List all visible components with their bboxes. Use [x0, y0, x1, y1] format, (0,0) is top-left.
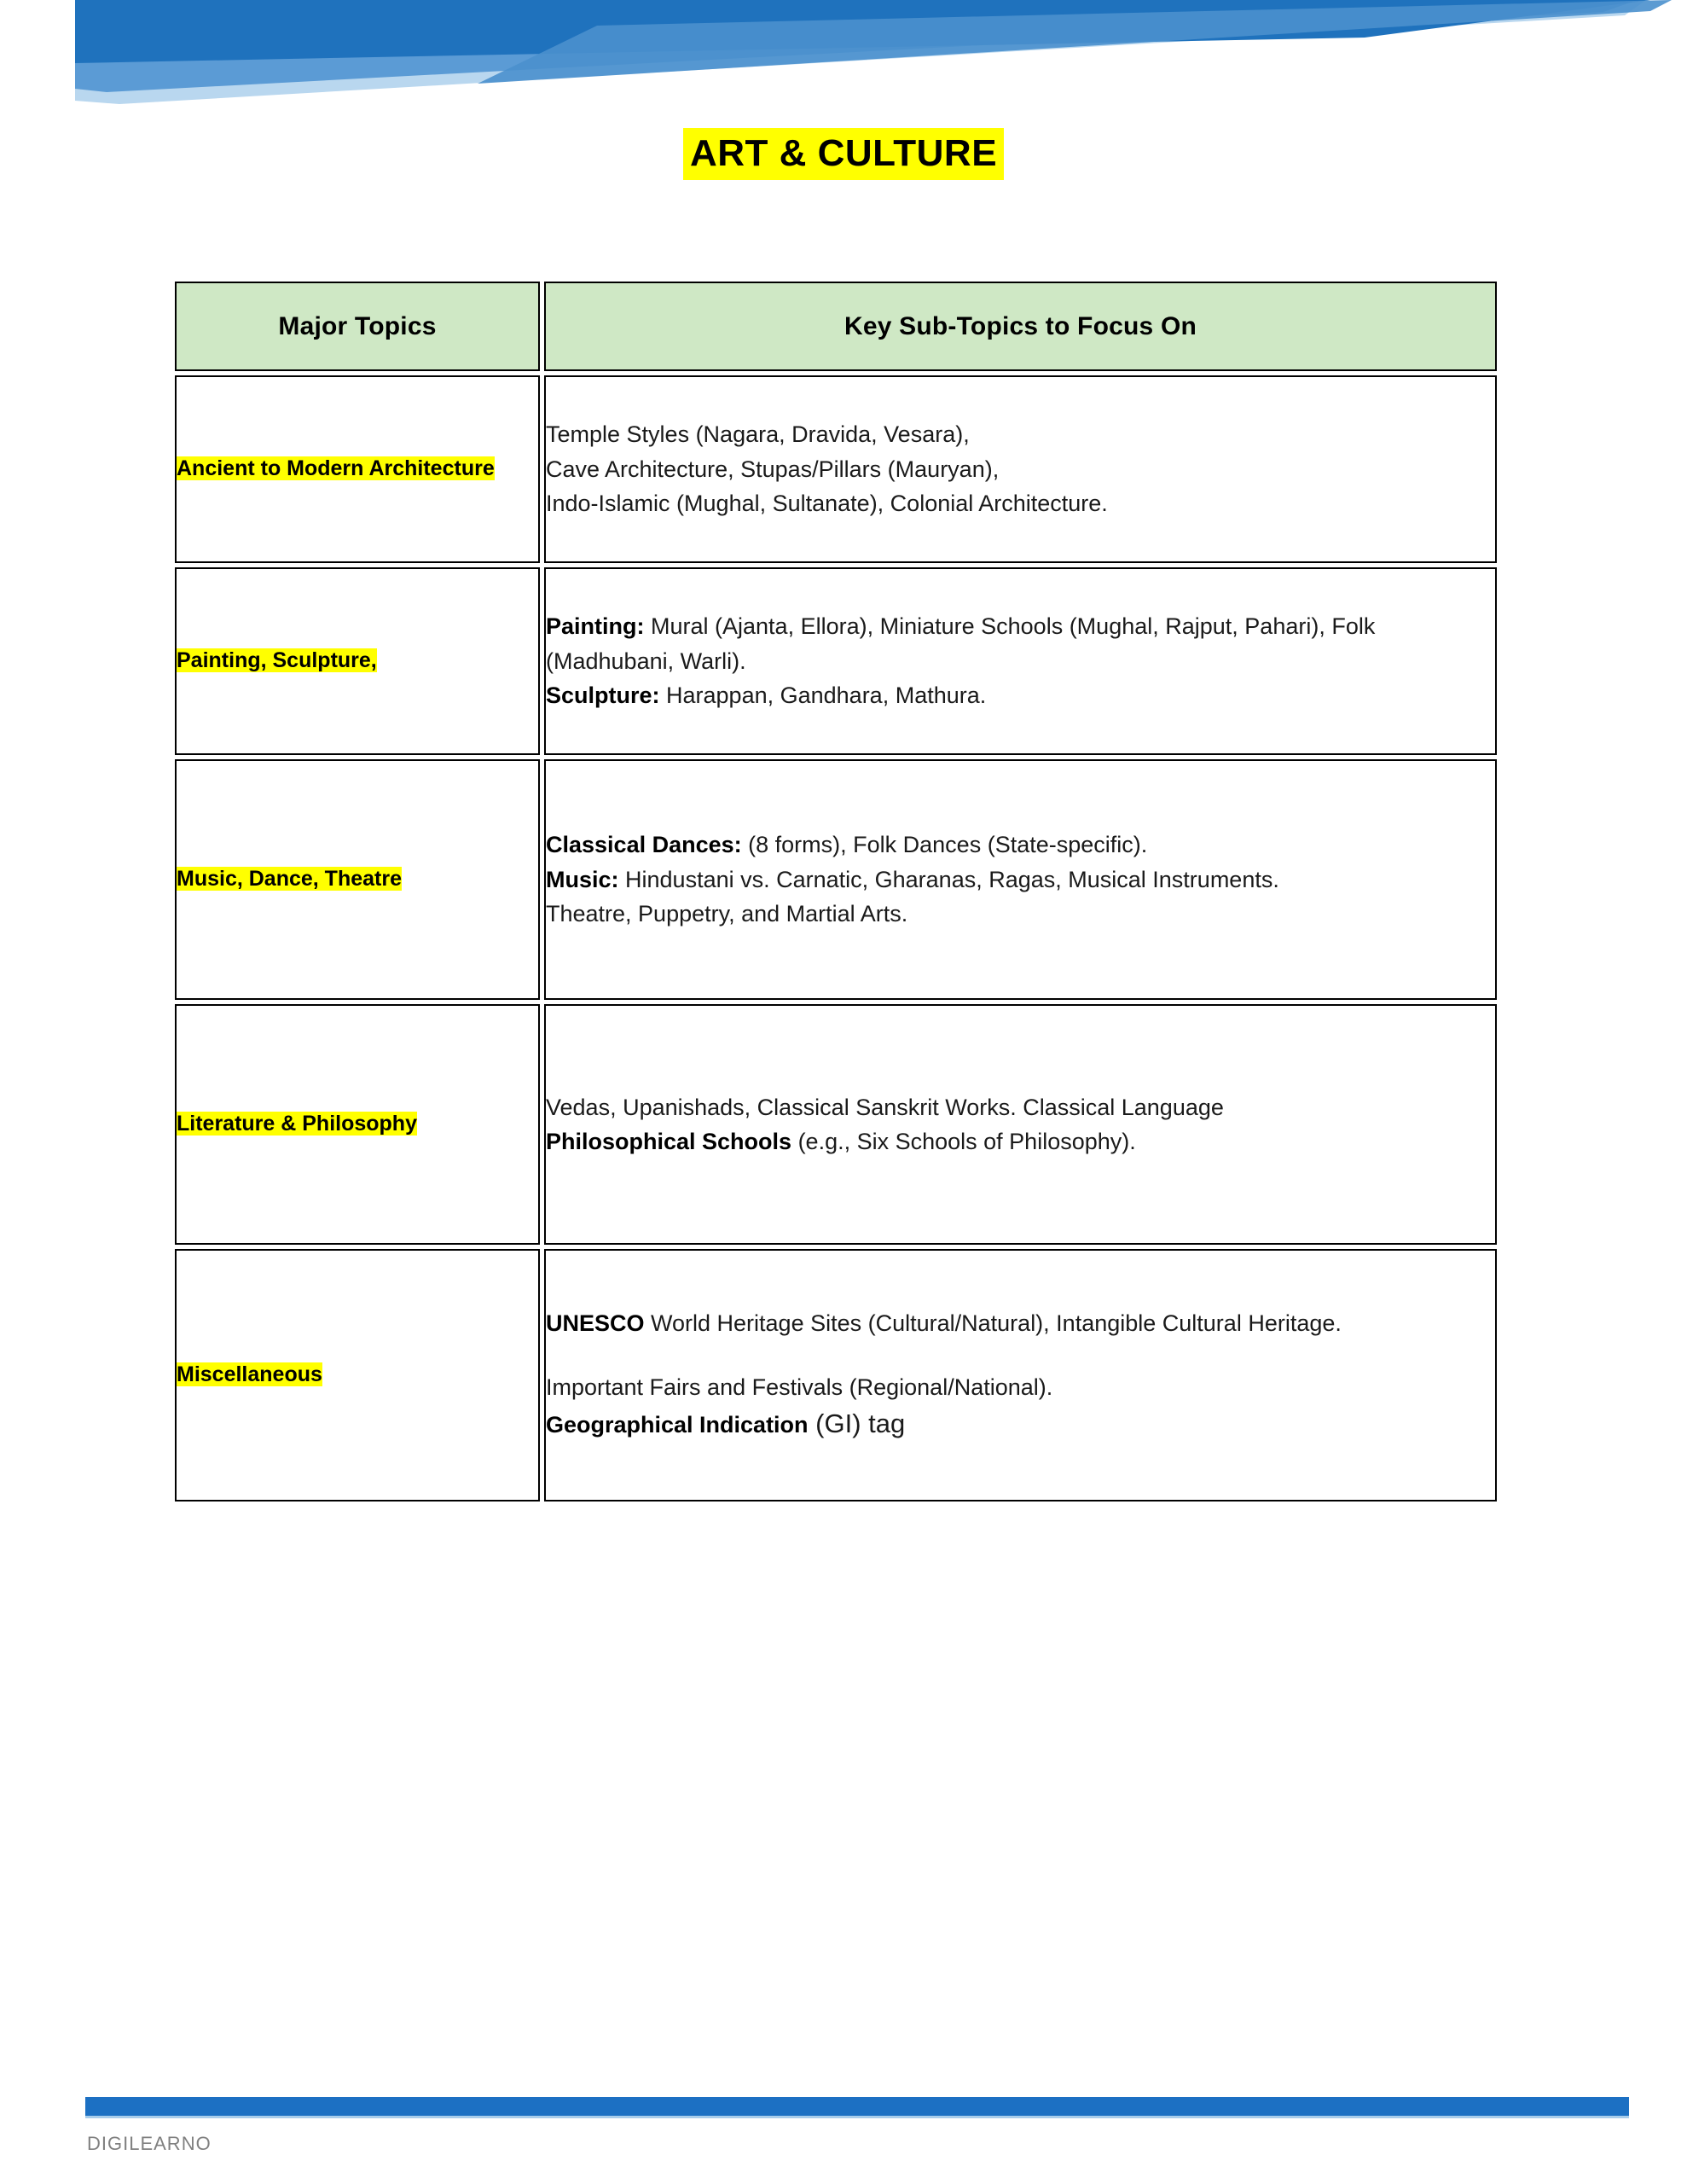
- sub-topic-detail: Indo-Islamic (Mughal, Sultanate), Colonial Architecture.: [546, 491, 1108, 517]
- table-header-row: [175, 282, 1497, 371]
- sub-topic-label: Philosophical Schools: [546, 1129, 792, 1154]
- sub-topic-line: [546, 1124, 1495, 1159]
- major-topic-cell: [175, 567, 540, 755]
- major-topic-label: Music, Dance, Theatre: [177, 867, 402, 892]
- paragraph-spacer: [546, 1341, 1495, 1370]
- sub-topics-text: [546, 1090, 1495, 1159]
- table-body: [175, 375, 1497, 1502]
- sub-topics-cell: [544, 1004, 1497, 1245]
- sub-topic-label: Classical Dances:: [546, 832, 742, 858]
- table-row: [175, 1004, 1497, 1245]
- sub-topic-label: Geographical Indication: [546, 1412, 809, 1438]
- column-header-key-sub-topics: Key Sub-Topics to Focus On: [544, 282, 1497, 371]
- sub-topic-line: [546, 1306, 1495, 1341]
- sub-topic-line: [546, 1090, 1495, 1125]
- table-row: [175, 567, 1497, 755]
- sub-topics-text: [546, 828, 1495, 932]
- art-culture-topics-table: [171, 277, 1501, 1506]
- sub-topic-line: [546, 452, 1495, 487]
- sub-topic-line: [546, 417, 1495, 452]
- major-topic-label: Ancient to Modern Architecture: [177, 456, 495, 481]
- sub-topics-cell: [544, 1249, 1497, 1502]
- major-topic-cell: [175, 759, 540, 1000]
- major-topic-cell: [175, 1249, 540, 1502]
- footer-brand: DIGILEARNO: [87, 2133, 212, 2154]
- sub-topic-label: UNESCO: [546, 1310, 645, 1337]
- sub-topic-detail: Hindustani vs. Carnatic, Gharanas, Ragas, Musical Instruments.: [618, 866, 1279, 892]
- sub-topic-detail: (8 forms), Folk Dances (State-specific).: [741, 832, 1148, 858]
- sub-topic-line: [546, 1370, 1495, 1405]
- sub-topic-line: [546, 897, 1495, 932]
- sub-topic-label: Music:: [546, 866, 619, 892]
- sub-topics-text: [546, 1306, 1495, 1444]
- page-title-container: [0, 128, 1687, 180]
- sub-topics-text: [546, 417, 1495, 521]
- sub-topic-label: Painting:: [546, 613, 645, 640]
- sub-topic-detail: Harappan, Gandhara, Mathura.: [659, 682, 987, 709]
- column-header-major-topics: Major Topics: [175, 282, 540, 371]
- footer-accent-bar: [85, 2097, 1629, 2116]
- page-title: ART & CULTURE: [683, 128, 1004, 180]
- sub-topic-line: [546, 609, 1495, 678]
- table-row: [175, 1249, 1497, 1502]
- sub-topics-cell: [544, 567, 1497, 755]
- sub-topics-cell: [544, 375, 1497, 563]
- major-topic-label: Painting, Sculpture,: [177, 648, 377, 673]
- sub-topics-cell: [544, 759, 1497, 1000]
- sub-topic-detail: Important Fairs and Festivals (Regional/National).: [546, 1374, 1053, 1400]
- sub-topic-detail: Theatre, Puppetry, and Martial Arts.: [546, 901, 908, 927]
- sub-topic-detail: Vedas, Upanishads, Classical Sanskrit Works. Classical Language: [546, 1094, 1224, 1120]
- major-topic-label: Literature & Philosophy: [177, 1112, 417, 1136]
- sub-topic-detail: Temple Styles (Nagara, Dravida, Vesara),: [546, 421, 970, 448]
- sub-topic-detail: (GI) tag: [808, 1409, 906, 1439]
- sub-topic-detail: Mural (Ajanta, Ellora), Miniature Schools (Mughal, Rajput, Pahari), Folk (Madhubani, Warli).: [546, 613, 1376, 674]
- sub-topic-detail: World Heritage Sites (Cultural/Natural), Intangible Cultural Heritage.: [644, 1310, 1342, 1337]
- sub-topic-line: [546, 863, 1495, 897]
- table-row: [175, 375, 1497, 563]
- sub-topic-label: Sculpture:: [546, 682, 660, 709]
- major-topic-cell: [175, 375, 540, 563]
- sub-topic-detail: Cave Architecture, Stupas/Pillars (Mauryan),: [546, 456, 1000, 482]
- sub-topic-line: [546, 1404, 1495, 1444]
- major-topic-cell: [175, 1004, 540, 1245]
- table-row: [175, 759, 1497, 1000]
- sub-topics-text: [546, 609, 1495, 713]
- sub-topic-detail: (e.g., Six Schools of Philosophy).: [791, 1129, 1136, 1154]
- sub-topic-line: [546, 486, 1495, 521]
- sub-topic-line: [546, 828, 1495, 863]
- sub-topic-line: [546, 678, 1495, 713]
- major-topic-label: Miscellaneous: [177, 1362, 322, 1387]
